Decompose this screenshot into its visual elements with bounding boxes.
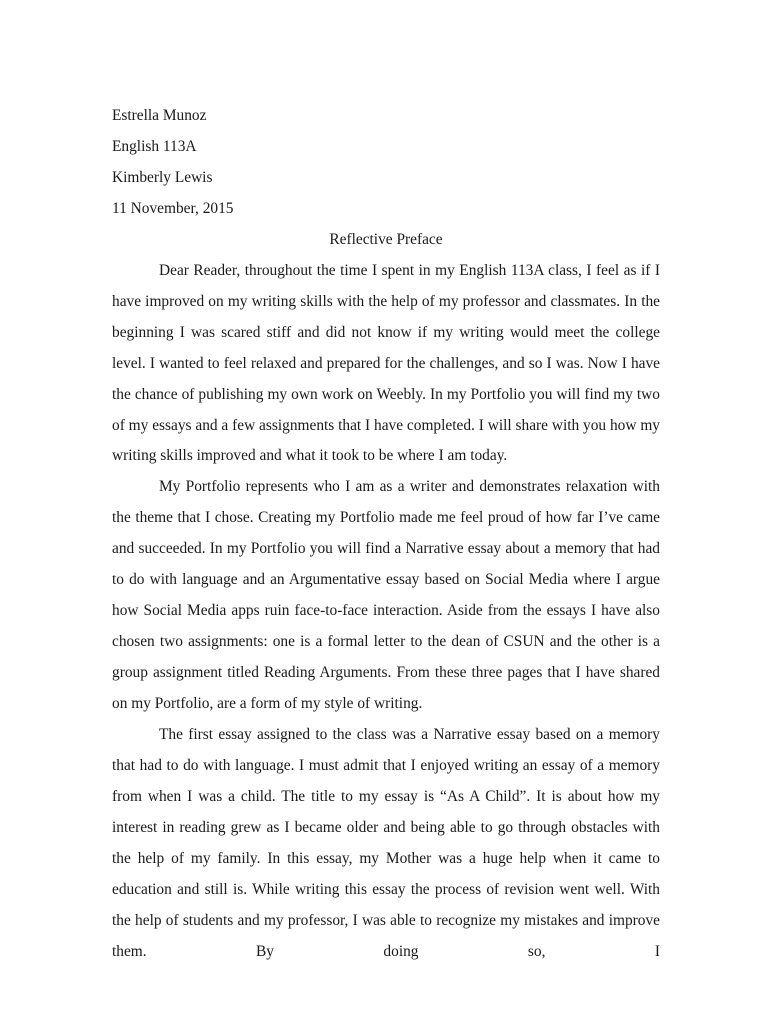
- essay-title: Reflective Preface: [329, 230, 443, 248]
- paragraph-3: The first essay assigned to the class was a Narrative essay based on a memory that had to do with language. I must admit that I enjoyed writing an essay of a memory from when I was a child. The title to my essay is “As A Child”. It is about how my interest in reading grew as I became older and being able to go through obstacles with the help of my family. In this essay, my Mother was a huge help when it came to education and still is. While writing this essay the process of revision went well. With the help of students and my professor, I was able to recognize my mistakes and improve them. By doing so, I: [112, 726, 660, 960]
- essay-date: 11 November, 2015: [112, 199, 234, 217]
- instructor-name: Kimberly Lewis: [112, 168, 213, 186]
- essay-document: [112, 101, 660, 968]
- course-name: English 113A: [112, 137, 197, 155]
- paragraph-1: Dear Reader, throughout the time I spent in my English 113A class, I feel as if I have improved on my writing skills with the help of my professor and classmates. In the beginning I was scared stiff and did not know if my writing would meet the college level. I wanted to feel relaxed and prepared for the challenges, and so I was. Now I have the chance of publishing my own work on Weebly. In my Portfolio you will find my two of my essays and a few assignments that I have completed. I will share with you how my writing skills improved and what it took to be where I am today.: [112, 261, 660, 465]
- paragraph-2: My Portfolio represents who I am as a writer and demonstrates relaxation with the theme that I chose. Creating my Portfolio made me feel proud of how far I’ve came and succeeded. In my Portfolio you will find a Narrative essay about a memory that had to do with language and an Argumentative essay based on Social Media where I argue how Social Media apps ruin face-to-face interaction. Aside from the essays I have also chosen two assignments: one is a formal letter to the dean of CSUN and the other is a group assignment titled Reading Arguments. From these three pages that I have shared on my Portfolio, are a form of my style of writing.: [112, 478, 660, 713]
- author-name: Estrella Munoz: [112, 107, 207, 124]
